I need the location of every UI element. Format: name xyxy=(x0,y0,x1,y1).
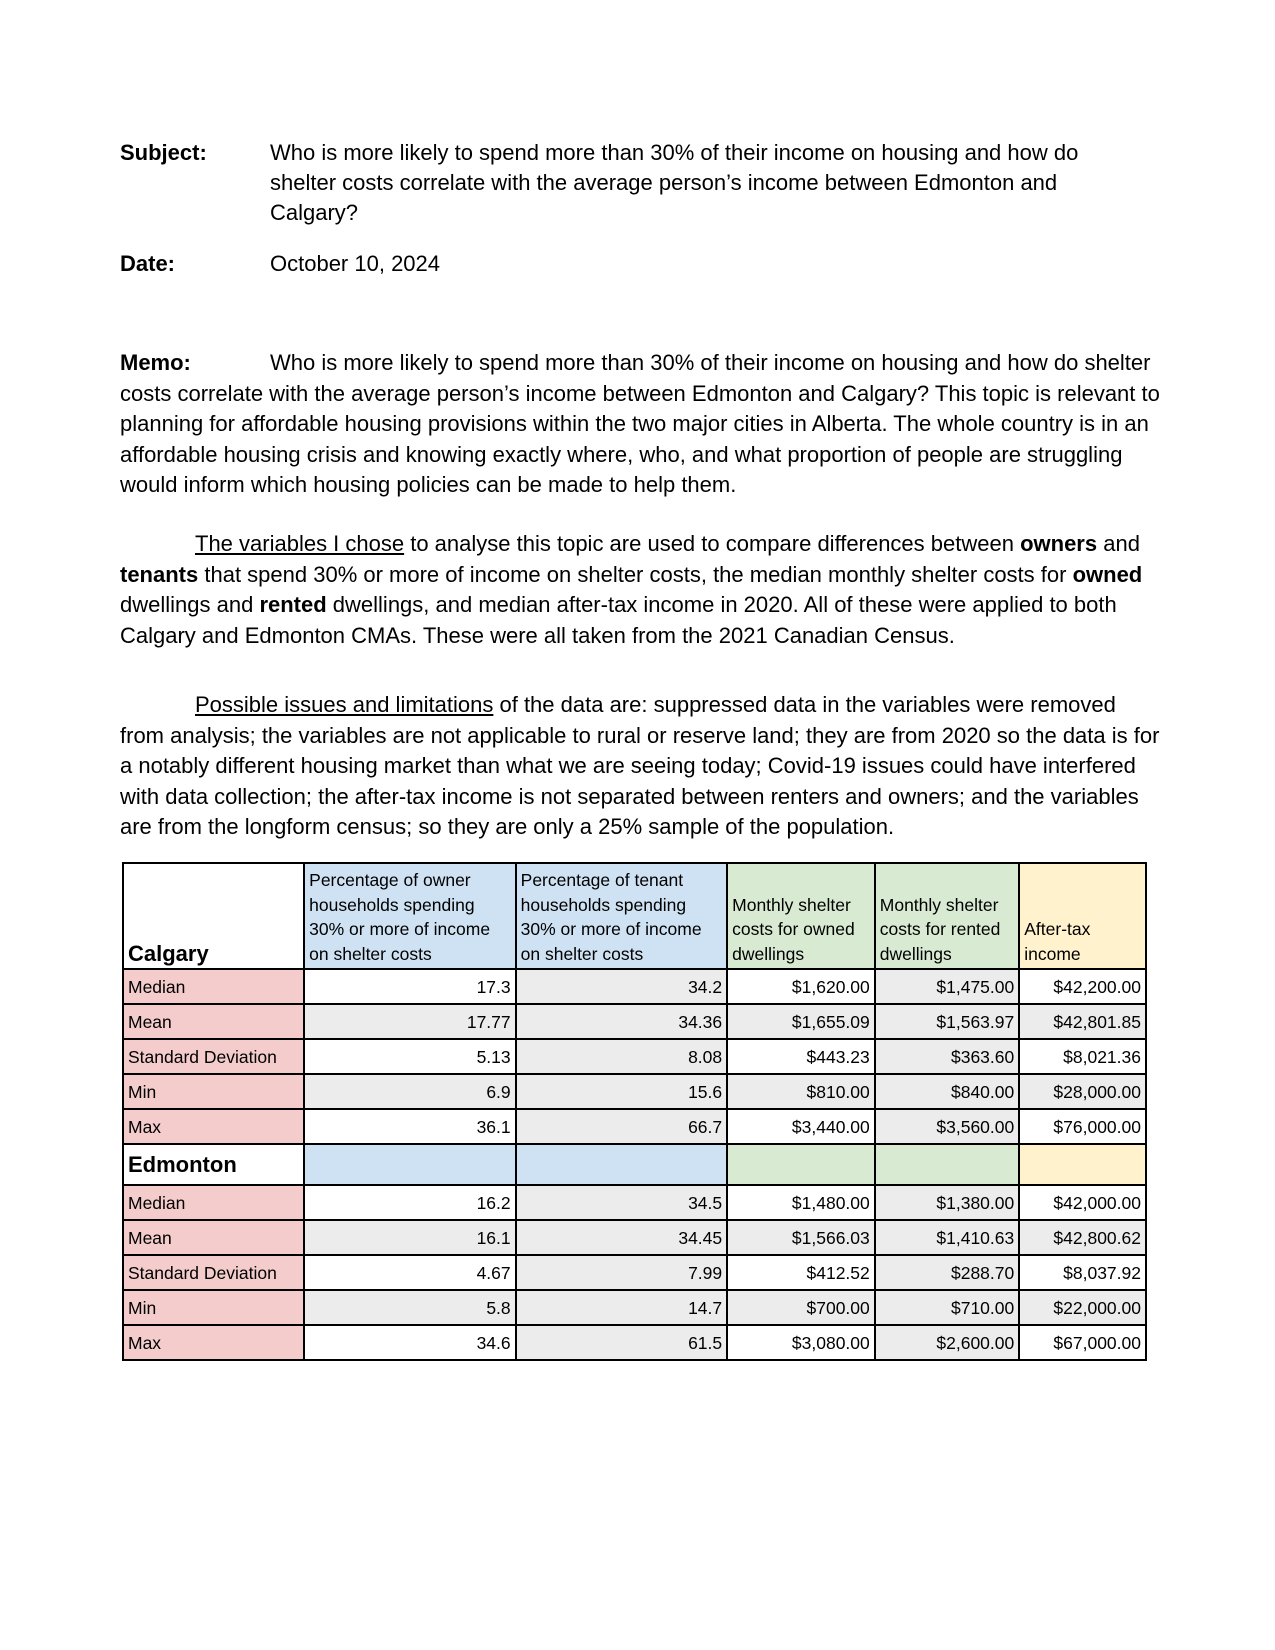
table-cell: $1,480.00 xyxy=(727,1185,875,1220)
table-cell: $8,037.92 xyxy=(1019,1255,1146,1290)
row-stat-label: Max xyxy=(123,1109,304,1144)
header-rented-cost: Monthly shelter costs for rented dwellings xyxy=(875,863,1019,969)
table-cell: 34.6 xyxy=(304,1325,516,1360)
table-cell: $1,563.97 xyxy=(875,1004,1019,1039)
table-row xyxy=(123,969,1146,1004)
table-cell: $1,620.00 xyxy=(727,969,875,1004)
table-row xyxy=(123,1290,1146,1325)
variables-text-3: that spend 30% or more of income on shelter costs, the median monthly shelter costs for xyxy=(198,561,1073,587)
variables-bold-owned: owned xyxy=(1072,561,1143,587)
header-owner-pct: Percentage of owner households spending 30% or more of income on shelter costs xyxy=(304,863,516,969)
table-row xyxy=(123,1255,1146,1290)
table-cell: $1,566.03 xyxy=(727,1220,875,1255)
table-cell: $42,801.85 xyxy=(1019,1004,1146,1039)
table-cell: 14.7 xyxy=(516,1290,728,1325)
table-cell: 5.13 xyxy=(304,1039,516,1074)
table-cell: $363.60 xyxy=(875,1039,1019,1074)
variables-text-4: dwellings and xyxy=(120,592,260,617)
table-cell: 16.1 xyxy=(304,1220,516,1255)
table-cell: $700.00 xyxy=(727,1290,875,1325)
table-cell: 34.36 xyxy=(516,1004,728,1039)
table-cell: $710.00 xyxy=(875,1290,1019,1325)
table-cell: $443.23 xyxy=(727,1039,875,1074)
table-header-row xyxy=(123,863,1146,969)
variables-text-1: to analyse this topic are used to compare differences between xyxy=(404,531,1021,556)
table-cell: $76,000.00 xyxy=(1019,1109,1146,1144)
variables-bold-rented: rented xyxy=(259,592,327,617)
table-cell: $3,560.00 xyxy=(875,1109,1019,1144)
memo-text: Who is more likely to spend more than 30% of their income on housing and how do shelter costs correlate with the average person’s income between Edmonton and Calgary? This topic is relevant to planning for affordable housing provisions within the two major cities in Alberta. The whole country is in an affordable housing crisis and knowing exactly where, who, and what proportion of people are struggling would inform which housing policies can be made to help them. xyxy=(120,350,1160,497)
date-field xyxy=(120,249,1140,281)
table-row xyxy=(123,1074,1146,1109)
table-cell: $67,000.00 xyxy=(1019,1325,1146,1360)
variables-heading: The variables I chose xyxy=(195,531,405,556)
row-stat-label: Max xyxy=(123,1325,304,1360)
table-cell: $42,200.00 xyxy=(1019,969,1146,1004)
edmonton-heading: Edmonton xyxy=(123,1144,304,1185)
table-cell: 34.2 xyxy=(516,969,728,1004)
table-cell: 7.99 xyxy=(516,1255,728,1290)
statistics-table xyxy=(122,862,1147,1361)
table-cell: $3,440.00 xyxy=(727,1109,875,1144)
table-cell: $28,000.00 xyxy=(1019,1074,1146,1109)
table-row xyxy=(123,1325,1146,1360)
subject-label: Subject: xyxy=(120,140,207,165)
row-stat-label: Min xyxy=(123,1290,304,1325)
table-cell: $288.70 xyxy=(875,1255,1019,1290)
table-row xyxy=(123,1039,1146,1074)
edmonton-heading-row xyxy=(123,1144,1146,1185)
table-cell xyxy=(875,1144,1019,1185)
table-cell: 8.08 xyxy=(516,1039,728,1074)
limitations-heading: Possible issues and limitations xyxy=(195,692,494,717)
memo-paragraph xyxy=(120,348,1160,501)
table-row xyxy=(123,1004,1146,1039)
table-cell: 15.6 xyxy=(516,1074,728,1109)
row-stat-label: Min xyxy=(123,1074,304,1109)
table-cell: $1,410.63 xyxy=(875,1220,1019,1255)
limitations-paragraph xyxy=(120,690,1160,843)
table-cell: $42,000.00 xyxy=(1019,1185,1146,1220)
variables-bold-owners: owners xyxy=(1020,531,1098,556)
table-row xyxy=(123,1109,1146,1144)
table-cell: $2,600.00 xyxy=(875,1325,1019,1360)
table-cell: $810.00 xyxy=(727,1074,875,1109)
table-cell: $840.00 xyxy=(875,1074,1019,1109)
header-tenant-pct: Percentage of tenant households spending 30% or more of income on shelter costs xyxy=(516,863,728,969)
calgary-heading: Calgary xyxy=(123,863,304,969)
table-cell: 5.8 xyxy=(304,1290,516,1325)
table-row xyxy=(123,1220,1146,1255)
subject-field xyxy=(120,138,1140,233)
table-cell: 17.77 xyxy=(304,1004,516,1039)
table-cell: 34.5 xyxy=(516,1185,728,1220)
row-stat-label: Mean xyxy=(123,1220,304,1255)
table-cell: $22,000.00 xyxy=(1019,1290,1146,1325)
table-cell: 61.5 xyxy=(516,1325,728,1360)
variables-bold-tenants: tenants xyxy=(120,561,199,587)
table-cell xyxy=(1019,1144,1146,1185)
variables-text-5: dwellings, and median after-tax income in 2020. All of these were applied to both Calgary and Edmonton CMAs. These were all taken from the 2021 Canadian Census. xyxy=(120,592,1117,648)
table-cell: $1,655.09 xyxy=(727,1004,875,1039)
row-stat-label: Mean xyxy=(123,1004,304,1039)
variables-paragraph xyxy=(120,529,1160,651)
table-cell: $1,380.00 xyxy=(875,1185,1019,1220)
table-cell: $412.52 xyxy=(727,1255,875,1290)
table-cell: 66.7 xyxy=(516,1109,728,1144)
date-label: Date: xyxy=(120,251,176,276)
table-cell xyxy=(304,1144,516,1185)
table-cell: 16.2 xyxy=(304,1185,516,1220)
table-cell: 17.3 xyxy=(304,969,516,1004)
variables-text-2: and xyxy=(1097,531,1140,556)
table-cell xyxy=(727,1144,875,1185)
row-stat-label: Standard Deviation xyxy=(123,1039,304,1074)
row-stat-label: Median xyxy=(123,969,304,1004)
header-after-tax-income: After-tax income xyxy=(1019,863,1146,969)
table-cell: 36.1 xyxy=(304,1109,516,1144)
table-cell xyxy=(516,1144,728,1185)
table-cell: 34.45 xyxy=(516,1220,728,1255)
table-cell: $8,021.36 xyxy=(1019,1039,1146,1074)
table-cell: $42,800.62 xyxy=(1019,1220,1146,1255)
memo-label: Memo: xyxy=(120,350,191,375)
row-stat-label: Median xyxy=(123,1185,304,1220)
row-stat-label: Standard Deviation xyxy=(123,1255,304,1290)
table-cell: 6.9 xyxy=(304,1074,516,1109)
table-cell: 4.67 xyxy=(304,1255,516,1290)
date-text: October 10, 2024 xyxy=(270,251,441,276)
header-owned-cost: Monthly shelter costs for owned dwellings xyxy=(727,863,875,969)
table-cell: $3,080.00 xyxy=(727,1325,875,1360)
table-row xyxy=(123,1185,1146,1220)
limitations-text: of the data are: suppressed data in the variables were removed from analysis; the variables are not applicable to rural or reserve land; they are from 2020 so the data is for a notably different housing market than what we are seeing today; Covid-19 issues could have interfered with data collection; the after-tax income is not separated between renters and owners; and the variables are from the longform census; so they are only a 25% sample of the population. xyxy=(120,692,1160,839)
subject-text: Who is more likely to spend more than 30% of their income on housing and how do shelter costs correlate with the average person’s income between Edmonton and Calgary? xyxy=(270,140,1079,225)
table-cell: $1,475.00 xyxy=(875,969,1019,1004)
